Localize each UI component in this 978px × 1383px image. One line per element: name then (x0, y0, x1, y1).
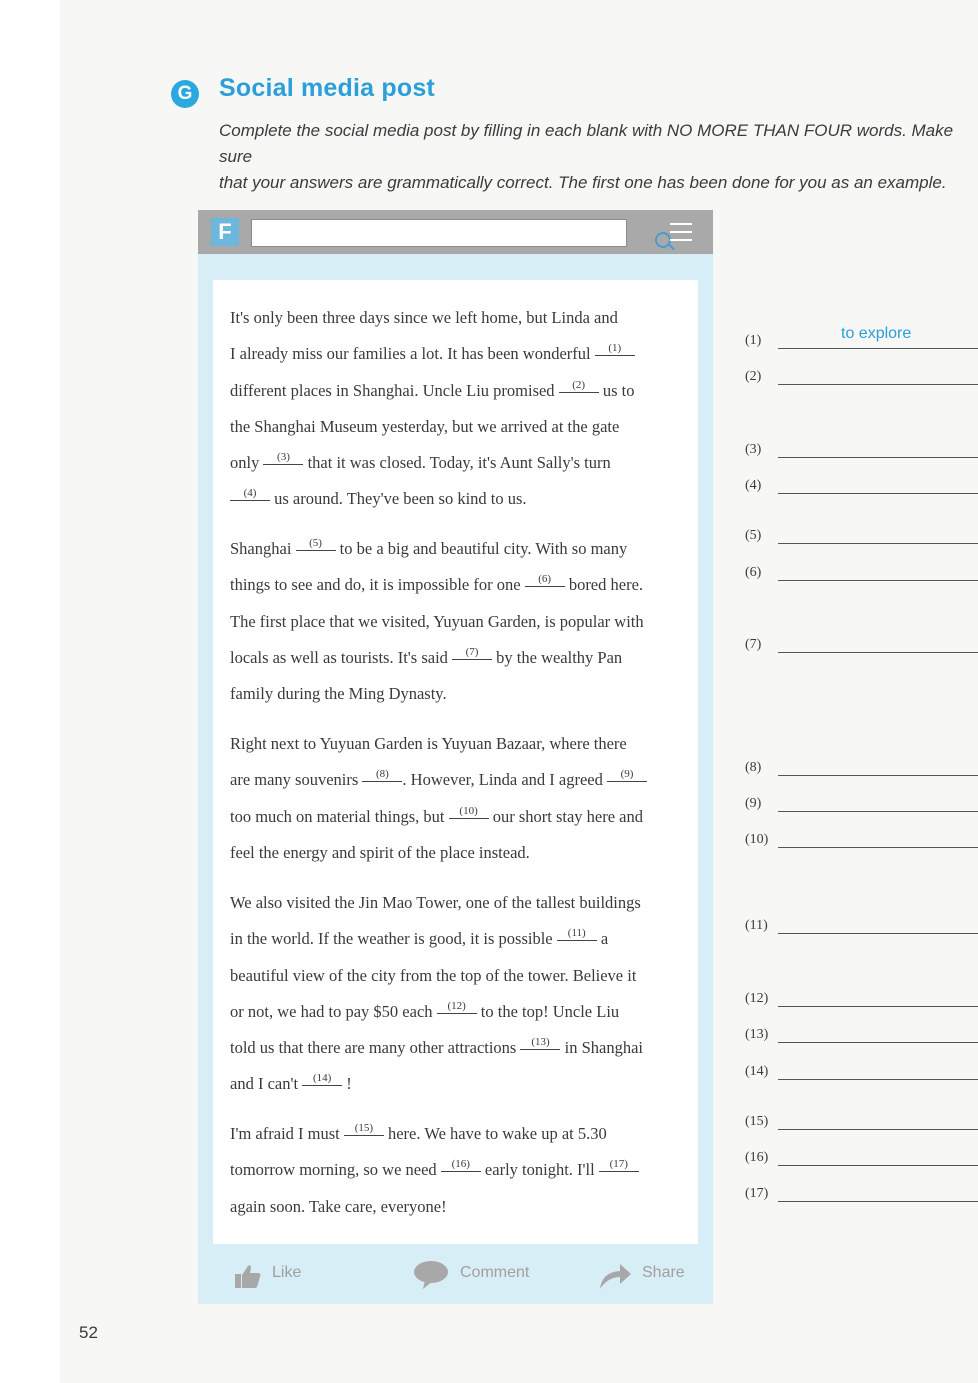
search-icon[interactable] (655, 232, 671, 248)
thumbs-up-icon[interactable] (234, 1262, 262, 1290)
instructions-line-1: Complete the social media post by filling in each blank with NO MORE THAN FOUR words. Make sure (219, 121, 954, 166)
blank-4: (4) (230, 486, 270, 501)
blank-8: (8) (362, 767, 402, 782)
post-paragraph-4: We also visited the Jin Mao Tower, one of the tallest buildings in the world. If the weather is good, it is possible (11) a beautiful view of the city from the top of the tower. Believe it or not, we had to pay $50 each (12) to the top! Uncle Liu told us that there are many other attractions (13) in Shanghai and I can't (14) ! (230, 893, 643, 1094)
speech-bubble-icon[interactable] (413, 1260, 449, 1290)
answer-text: to explore (841, 325, 912, 342)
blank-6: (6) (525, 572, 565, 587)
blank-10: (10) (449, 804, 489, 819)
blank-16: (16) (441, 1157, 481, 1172)
answer-row[interactable]: (10) (745, 832, 978, 852)
post-paragraph-3: Right next to Yuyuan Garden is Yuyuan Bazaar, where there are many souvenirs (8) . However, Linda and I agreed (9) too much on material things, but (10) our short stay here and feel the energy and spirit of the place instead. (230, 726, 685, 871)
social-app-frame (198, 210, 713, 1304)
answer-row[interactable]: (7) (745, 637, 978, 657)
blank-17: (17) (599, 1157, 639, 1172)
blank-5: (5) (296, 536, 336, 551)
answer-row[interactable]: (13) (745, 1027, 978, 1047)
post-card (213, 280, 698, 1244)
blank-13: (13) (520, 1035, 560, 1050)
blank-15: (15) (344, 1121, 384, 1136)
app-logo: F (211, 218, 239, 246)
answer-row[interactable]: (4) (745, 478, 978, 498)
share-arrow-icon[interactable] (598, 1262, 632, 1290)
answer-row[interactable]: (12) (745, 991, 978, 1011)
answer-row[interactable]: (3) (745, 442, 978, 462)
answer-row[interactable]: (14) (745, 1064, 978, 1084)
like-button[interactable]: Like (272, 1264, 302, 1281)
app-header (198, 210, 713, 254)
blank-9: (9) (607, 767, 647, 782)
search-input[interactable] (251, 219, 627, 247)
page-margin (0, 0, 60, 1383)
comment-button[interactable]: Comment (460, 1264, 530, 1281)
answer-row[interactable]: (8) (745, 760, 978, 780)
answer-row[interactable]: (6) (745, 565, 978, 585)
answer-row[interactable]: (2) (745, 369, 978, 389)
blank-7: (7) (452, 645, 492, 660)
post-paragraph-5: I'm afraid I must (15) here. We have to wake up at 5.30 tomorrow morning, so we need (16) early tonight. I'll (17) again soon. Take care, everyone! (230, 1116, 685, 1225)
blank-12: (12) (437, 999, 477, 1014)
page-number: 52 (79, 1323, 98, 1342)
section-title: Social media post (219, 74, 435, 102)
share-button[interactable]: Share (642, 1264, 685, 1281)
blank-11: (11) (557, 926, 597, 941)
blank-3: (3) (263, 450, 303, 465)
instructions (219, 118, 969, 196)
section-badge: G (171, 80, 199, 108)
answer-row[interactable]: (5) (745, 528, 978, 548)
answer-row[interactable]: (9) (745, 796, 978, 816)
blank-14: (14) (302, 1071, 342, 1086)
post-paragraph-2: Shanghai (5) to be a big and beautiful city. With so many things to see and do, it is impossible for one (6) bored here. The first place that we visited, Yuyuan Garden, is popular with locals as well as tourists. It's said (7) by the wealthy Pan family during the Ming Dynasty. (230, 537, 644, 704)
answer-row[interactable]: (11) (745, 918, 978, 938)
blank-2: (2) (559, 378, 599, 393)
instructions-line-2: that your answers are grammatically correct. The first one has been done for you as an example. (219, 173, 947, 192)
blank-1: (1) (595, 341, 635, 356)
answer-row[interactable]: (15) (745, 1114, 978, 1134)
answer-row[interactable]: (16) (745, 1150, 978, 1170)
answer-row[interactable]: (17) (745, 1186, 978, 1206)
post-actions-bar (198, 1244, 713, 1304)
menu-icon[interactable] (670, 223, 692, 241)
post-paragraph-1: It's only been three days since we left home, but Linda and I already miss our families a lot. It has been wonderful (1) different places in Shanghai. Uncle Liu promised (2) us to the Shanghai Museum yesterday, but we arrived at the gate only (3) that it was closed. Today, it's Aunt Sally's turn (4) us around. They've been so kind to us. (230, 308, 635, 509)
answer-row[interactable]: (1) to explore (745, 333, 978, 353)
